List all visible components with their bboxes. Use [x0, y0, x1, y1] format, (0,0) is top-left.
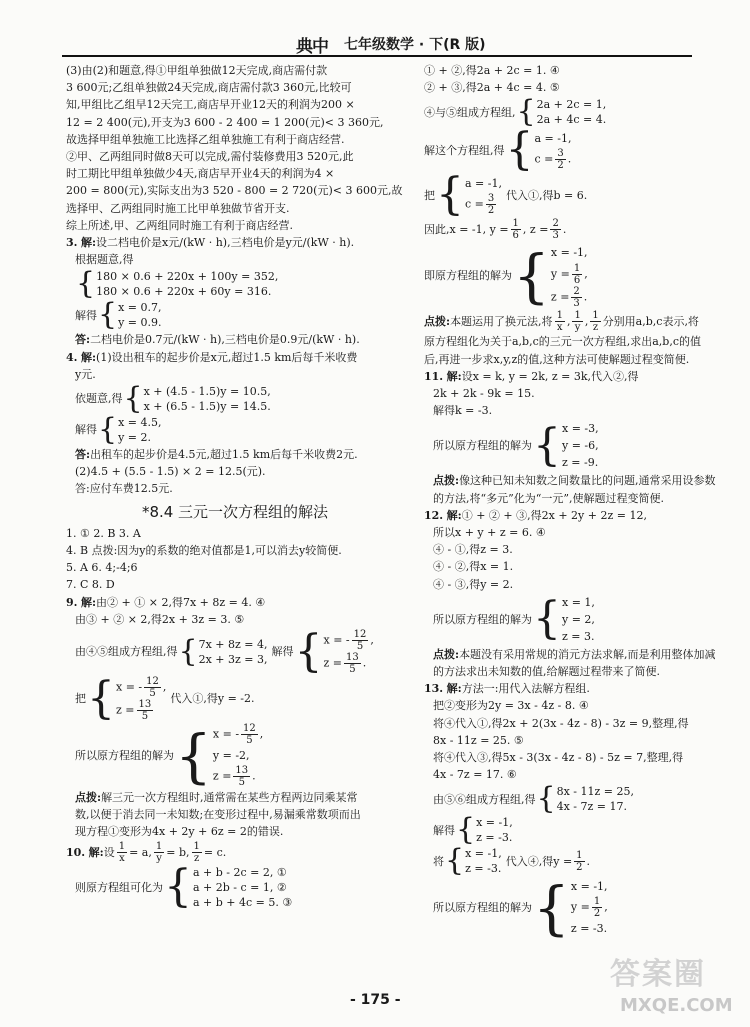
- q-number: 11.: [424, 369, 444, 383]
- q-head: 解:: [80, 236, 97, 250]
- equation: x = 1,: [562, 595, 595, 609]
- tip-label: 点拨:: [424, 315, 451, 329]
- text-line: 故选择甲组单独施工比选择乙组单独施工有利于商店经营.: [66, 132, 345, 146]
- equation-system: { 180 × 0.6 + 220x + 100y = 352, 180 × 0.6 + 220x + 60y = 316.: [76, 266, 279, 302]
- mc-block: [66, 525, 404, 594]
- text: 由⑤⑥组成方程组,得: [433, 792, 536, 806]
- denominator: 3: [552, 230, 559, 242]
- text: 因此,x = -1, y =: [424, 223, 509, 237]
- equation: x = - $\frac{12}{5}$ ,: [323, 629, 374, 653]
- answer-label: 答:: [75, 333, 91, 347]
- text-line: 2k + 2k - 9k = 15.: [433, 387, 535, 401]
- numerator: 1: [574, 310, 581, 322]
- equation: z = -3.: [465, 862, 502, 876]
- fraction: [590, 310, 600, 333]
- text: 即原方程组的解为: [424, 269, 512, 283]
- q-number: 10.: [66, 845, 86, 859]
- substitution: 将 { x = -1, z = -3. 代入④,得y = $\frac{1}{2}$ .: [433, 843, 591, 879]
- equation: 180 × 0.6 + 220x + 60y = 316.: [96, 285, 272, 299]
- q-head: 解:: [446, 682, 462, 696]
- fraction: [117, 841, 127, 864]
- tip-text: 原方程组化为关于a,b,c的三元一次方程组,求出a,b,c的值: [424, 335, 702, 349]
- denominator: z: [194, 852, 200, 864]
- fraction: [344, 652, 361, 675]
- text-line: 4x - 7z = 17. ⑥: [433, 768, 517, 782]
- substitution: 把 { x = - $\frac{12}{5}$ , z = $\frac{13}{5}$ 代入①,得y = -2.: [75, 673, 255, 725]
- equation: y = 0.9.: [118, 316, 162, 330]
- tip-text: 现方程①变形为4x + 2y + 6z = 2的错误.: [75, 825, 284, 839]
- numerator: 1: [512, 218, 519, 230]
- text: x = -: [323, 633, 350, 647]
- text-line: 由③ + ② × 2,得2x + 3z = 3. ⑤: [75, 612, 245, 626]
- equation-system: 由④⑤组成方程组,得 { 7x + 8z = 4, 2x + 3z = 3, 解得 { x = - $\frac{12}{5}$ , z = $\frac{13}{5}$ .: [75, 626, 374, 678]
- denominator: 2: [576, 861, 583, 873]
- text-line: 5. A 6. 4;-4;6: [66, 561, 138, 575]
- text: 把: [424, 188, 435, 202]
- text: z =: [212, 769, 232, 783]
- equation: x = 0.7,: [118, 301, 162, 315]
- text: c =: [465, 197, 484, 211]
- text-line: ① + ②,得2a + 2c = 1. ④: [424, 64, 560, 77]
- equation: 2a + 4c = 4.: [536, 113, 607, 127]
- q-head: 解:: [80, 350, 97, 364]
- text-line: 答:应付车费12.5元.: [75, 482, 173, 496]
- numerator: 3: [487, 193, 495, 205]
- q10-block: [66, 840, 404, 913]
- equation: x = -1,: [550, 246, 588, 260]
- header-title: 七年级数学 · 下(R 版): [344, 37, 486, 53]
- denominator: 6: [573, 275, 581, 287]
- equation: x = -3,: [562, 422, 599, 436]
- text-line: 综上所述,甲、乙两组同时施工有利于商店经营.: [66, 218, 293, 232]
- q-number: 13.: [424, 682, 444, 696]
- text-line: 4. B 点拨:因为y的系数的绝对值都是1,可以消去y较简便.: [66, 544, 342, 558]
- denominator: 5: [238, 777, 245, 789]
- text: c =: [534, 152, 554, 166]
- final-solution: 所以原方程组的解为 { x = - $\frac{12}{5}$ , y = -2, z = $\frac{13}{5}$ .: [75, 721, 264, 790]
- text: 代入①,得y = -2.: [170, 692, 255, 706]
- watermark: [600, 945, 740, 1023]
- q-head: 解:: [88, 845, 104, 859]
- page-number: - 175 -: [350, 992, 401, 1008]
- equation: [465, 193, 502, 216]
- text: y =: [570, 900, 590, 914]
- final-solution: 所以原方程组的解为 { x = -1, y = $\frac{1}{2}$ , z = -3.: [433, 873, 608, 942]
- equation: y = $\frac{1}{6}$ ,: [550, 263, 588, 287]
- text-line: 将④代入①,得2x + 2(3x - 4z - 8) - 3z = 9,整理,得: [433, 716, 689, 730]
- tip-label: 点拨:: [433, 474, 460, 488]
- equation: a = -1,: [534, 132, 572, 146]
- final-solution: 即原方程组的解为 { x = -1, y = $\frac{1}{6}$ , z = $\frac{2}{3}$ .: [424, 241, 588, 310]
- denominator: y: [156, 852, 162, 864]
- equation: c = $\frac{3}{2}$ .: [534, 148, 572, 172]
- equation: x = -1,: [465, 847, 502, 861]
- text-line: ④ - ②,得x = 1.: [433, 560, 514, 574]
- text-line: 方法一:用代入法解方程组.: [461, 682, 590, 696]
- text: = b,: [166, 845, 190, 859]
- fraction: [572, 310, 582, 333]
- fraction: [571, 286, 581, 309]
- text: 所以原方程组的解为: [433, 612, 532, 626]
- equation: y = $\frac{1}{2}$ ,: [570, 896, 608, 920]
- text-line: 根据题意,得: [75, 253, 134, 267]
- text-line: 12 = 2 400(元),开支为3 600 - 2 400 = 1 200(元)< 3 360元,: [66, 115, 384, 129]
- q-head: 解:: [80, 595, 97, 609]
- text-line: 因此,x = -1, y = $\frac{1}{6}$ , z = $\frac{2}{3}$ .: [424, 218, 567, 242]
- text: z =: [323, 656, 343, 670]
- equation-system: 则原方程组可化为 { a + b - 2c = 2, ① a + 2b - c = 1, ② a + b + 4c = 5. ③: [75, 861, 293, 913]
- denominator: 2: [593, 908, 601, 920]
- page-header: [0, 0, 750, 58]
- text-line: ④ - ①,得z = 3.: [433, 543, 513, 557]
- numerator: 1: [593, 896, 601, 908]
- denominator: 5: [349, 664, 356, 676]
- equation: y = 2,: [562, 612, 595, 626]
- equation: x = - $\frac{12}{5}$ ,: [116, 676, 167, 700]
- q11-block: [424, 368, 744, 507]
- equation: 8x - 11z = 25,: [556, 785, 635, 799]
- left-column: [66, 62, 404, 911]
- solution-system: 解得 { x = 0.7, y = 0.9.: [75, 297, 162, 333]
- q12-block: [424, 507, 744, 680]
- text: 所以原方程组的解为: [433, 901, 532, 915]
- text-line: 8x - 11z = 25. ⑤: [433, 733, 524, 747]
- text-line: ② + ③,得2a + 4c = 4. ⑤: [424, 81, 560, 95]
- q-number: 12.: [424, 508, 444, 522]
- text-line: 由② + ① × 2,得7x + 8z = 4. ④: [96, 595, 266, 609]
- fraction: [233, 765, 250, 788]
- fraction: [555, 148, 565, 171]
- numerator: 1: [155, 840, 163, 852]
- text-line: y元.: [75, 367, 96, 381]
- fraction: [574, 850, 584, 873]
- text-line: 选择甲、乙两组同时施工比甲单独做节省开支.: [66, 201, 290, 215]
- q-head: 解:: [446, 369, 462, 383]
- denominator: z: [592, 322, 599, 334]
- fraction: [192, 841, 202, 864]
- text: x = -: [212, 727, 240, 741]
- equation: z = $\frac{13}{5}$ .: [212, 765, 256, 789]
- text-line: 1. ① 2. B 3. A: [66, 526, 141, 540]
- q-number: 4.: [66, 350, 78, 364]
- equation: x = 4.5,: [118, 416, 162, 430]
- numerator: 13: [346, 652, 359, 664]
- equation: z = -9.: [562, 456, 599, 470]
- text: 解得: [75, 423, 97, 437]
- right-column: ① + ②,得2a + 2c = 1. ④ ② + ③,得2a + 4c = 4. ⑤ ④与⑤组成方程组, { 2a + 2c = 1, 2a + 4c = 4. 解这个方程组,得 { a = -1, c = $\frac{3}{2}$ . 把 { a = -1, c = $\frac{3}{2}$ 代入①,得b = 6. 因此,x = -1, y = $\frac{1}{6}$ , z = $\frac{2}{3}$ . 即原方程组的解为 { x = -1, y = $\frac{1}{6}$ , z = $\frac{2}{3}$ . 点拨: 本题运用了换元法,将 $\frac{1}{x}$ , $\frac{1}{y}$ , $\frac{1}{z}$ 分别用a,b,c表示,将 原方程组化为关于a,b,c的三元一次方程组,求出a,b,c的值 后,再进一步求x,y,z的值,这种方法可使解题过程变简便. 11. 解:设x = k, y = 2k, z = 3k,代入②,得 2k + 2k - 9k = 15. 解得k = -3. 所以原方程组的解为 { x = -3, y = -6, z = -9. 点拨:像这种已知未知数之间数量比的问题,通常采用设参数 的方法,将“多元”化为“一元”,使解题过程变简便. 12. 解:① + ② + ③,得2x + 2y + 2z = 12, 所以x + y + z = 6. ④ ④ - ①,得z = 3. ④ - ②,得x = 1. ④ - ③,得y = 2. 所以原方程组的解为 { x = 1, y = 2, z = 3. 点拨:本题没有采用常规的消元方法求解,而是利用整体加减 的方法求出未知数的值,给解题过程带来了简便. 13. 解:方法一:用代入法解方程组. 把②变形为2y = 3x - 4z - 8. ④ 将④代入①,得2x + 2(3x - 4z - 8) - 3z = 9,整理,得 8x - 11z = 25. ⑤ 将④代入③,得5x - 3(3x - 4z - 8) - 5z = 7,整理,得 4x - 7z = 17. ⑥ 由⑤⑥组成方程组,得 { 8x - 11z = 25, 4x - 7z = 17. 解得 { x = -1, z = -3. 将 { x = -1, z = -3. 代入④,得y = $\frac{1}{2}$ . 所以原方程组的解为 { x = -1, y = $\frac{1}{2}$ , z = -3.: [424, 62, 744, 939]
- text: 则原方程组可化为: [75, 880, 163, 894]
- text: 解这个方程组,得: [424, 143, 505, 157]
- numerator: 13: [235, 765, 249, 777]
- section-title: *8.4 三元一次方程组的解法: [141, 502, 329, 521]
- equation: x = - $\frac{12}{5}$ ,: [212, 723, 264, 747]
- text-line: (3)由(2)和题意,得①甲组单独做12天完成,商店需付款: [66, 64, 328, 77]
- text: 将: [433, 854, 444, 868]
- text-line: 解得k = -3.: [433, 404, 493, 418]
- denominator: 6: [512, 230, 519, 242]
- equation-system: ④与⑤组成方程组, { 2a + 2c = 1, 2a + 4c = 4.: [424, 94, 607, 130]
- text-line: (1)设出租车的起步价是x元,超过1.5 km后每千米收费: [96, 350, 358, 364]
- tip-text: 像这种已知未知数之间数量比的问题,通常采用设参数: [459, 474, 716, 488]
- numerator: 12: [243, 723, 256, 735]
- equation: z = 3.: [562, 629, 595, 643]
- watermark-text: 答案圈: [610, 957, 706, 992]
- denominator: x: [556, 322, 563, 334]
- equation-system: 依题意,得 { x + (4.5 - 1.5)y = 10.5, x + (6.5 - 1.5)y = 14.5.: [75, 381, 271, 417]
- brand-logo: 典中: [296, 37, 328, 57]
- q3-block: [66, 234, 404, 349]
- denominator: 5: [356, 641, 364, 653]
- text: 把: [75, 692, 86, 706]
- text-line: 将④代入③,得5x - 3(3x - 4z - 8) - 5z = 7,整理,得: [433, 751, 684, 765]
- text-line: (2)4.5 + (5.5 - 1.5) × 2 = 12.5(元).: [75, 465, 266, 479]
- text: 解得: [271, 645, 294, 659]
- text-line: 设二档电价是x元/(kW · h),三档电价是y元/(kW · h).: [96, 236, 355, 250]
- equation: a + 2b - c = 1, ②: [193, 880, 287, 894]
- equation: 7x + 8z = 4,: [198, 638, 268, 652]
- header-rule: [62, 55, 692, 57]
- fraction: [486, 193, 496, 216]
- numerator: 1: [193, 840, 200, 852]
- fraction: [137, 699, 154, 722]
- denominator: 5: [141, 711, 149, 723]
- equation: 2a + 2c = 1,: [536, 98, 607, 112]
- text-line: 7. C 8. D: [66, 578, 115, 592]
- text-line: ① + ② + ③,得2x + 2y + 2z = 12,: [461, 508, 647, 522]
- q9-block: [66, 594, 404, 841]
- numerator: 1: [592, 310, 599, 322]
- numerator: 1: [556, 310, 563, 322]
- watermark-url: MXQE.COM: [620, 995, 733, 1016]
- denominator: 5: [246, 735, 253, 747]
- text: = c.: [203, 845, 227, 859]
- text-line: 200 = 800(元),实际支出为3 520 - 800 = 2 720(元)< 3 600元,故: [66, 184, 403, 198]
- equation: 2x + 3z = 3,: [198, 653, 268, 667]
- equation: y = -2,: [212, 749, 250, 763]
- fraction: [352, 629, 369, 652]
- text-line: ②甲、乙两组同时做8天可以完成,需付装修费用3 520元,此: [66, 150, 354, 164]
- final-solution: 所以原方程组的解为 { x = -3, y = -6, z = -9.: [433, 419, 599, 471]
- text-line: 设x = k, y = 2k, z = 3k,代入②,得: [461, 369, 639, 383]
- text-line: 所以x + y + z = 6. ④: [433, 526, 546, 540]
- equation: a + b + 4c = 5. ③: [193, 895, 293, 909]
- tip-label: 点拨:: [433, 647, 460, 661]
- text-line: 把②变形为2y = 3x - 4z - 8. ④: [433, 699, 589, 713]
- tip-text: 的方法,将“多元”化为“一元”,使解题过程变简便.: [433, 491, 664, 505]
- fraction: [550, 218, 560, 241]
- solution-system: 解得 { x = -1, z = -3.: [433, 812, 513, 848]
- equation: x = -1,: [476, 816, 513, 830]
- denominator: 3: [573, 298, 580, 310]
- q-head: 解:: [446, 508, 462, 522]
- text: 依题意,得: [75, 392, 123, 406]
- fraction: [592, 896, 602, 919]
- tip-label: 点拨:: [75, 791, 102, 805]
- equation: 4x - 7z = 17.: [556, 800, 628, 814]
- text: 代入④,得y =: [505, 854, 573, 868]
- numerator: 2: [552, 218, 559, 230]
- equation: x + (4.5 - 1.5)y = 10.5,: [143, 385, 271, 399]
- fraction: [555, 310, 565, 333]
- text: 所以原方程组的解为: [75, 748, 174, 762]
- tip-text: 本题运用了换元法,将: [450, 315, 553, 329]
- equation: 180 × 0.6 + 220x + 100y = 352,: [96, 270, 279, 284]
- denominator: 2: [557, 160, 564, 172]
- text: 解得: [433, 823, 455, 837]
- numerator: 1: [573, 263, 581, 275]
- substitution: 把 { a = -1, c = $\frac{3}{2}$ 代入①,得b = 6.: [424, 169, 588, 221]
- text: = a,: [129, 845, 152, 859]
- answer: 出租车的起步价是4.5元,超过1.5 km后每千米收费2元.: [90, 448, 358, 462]
- numerator: 2: [573, 286, 580, 298]
- q13-block: [424, 680, 744, 942]
- text: , z =: [522, 223, 549, 237]
- q-number: 3.: [66, 236, 78, 250]
- p1-block: [66, 62, 404, 234]
- tip-text: 后,再进一步求x,y,z的值,这种方法可使解题过程变简便.: [424, 352, 690, 366]
- denominator: 2: [487, 205, 495, 217]
- text: ④与⑤组成方程组,: [424, 105, 516, 119]
- equation: y = -6,: [562, 439, 599, 453]
- equation: x + (6.5 - 1.5)y = 14.5.: [143, 400, 271, 414]
- answer: 二档电价是0.7元/(kW · h),三档电价是0.9元/(kW · h).: [90, 333, 360, 347]
- fraction: [511, 218, 521, 241]
- text: 设: [103, 845, 115, 859]
- equation: [116, 699, 166, 722]
- equation: z = -3.: [570, 922, 608, 936]
- fraction: [154, 841, 164, 864]
- text: x = -: [116, 680, 143, 694]
- text: z =: [550, 290, 570, 304]
- tip-text: 数,以便于消去同一未知数;在变形过程中,易漏乘常数项而出: [75, 808, 361, 822]
- text: y =: [550, 267, 570, 281]
- text-line: 3 600元;乙组单独做24天完成,商店需付款3 360元,比较可: [66, 81, 352, 95]
- text: 代入①,得b = 6.: [505, 188, 588, 202]
- equation: z = -3.: [476, 831, 513, 845]
- denominator: x: [119, 852, 125, 864]
- tip-text: 分别用a,b,c表示,将: [602, 315, 699, 329]
- denominator: y: [574, 322, 581, 334]
- equation: a = -1,: [465, 177, 502, 191]
- text: z =: [116, 703, 135, 717]
- equation: y = 2.: [118, 431, 152, 445]
- text: 由④⑤组成方程组,得: [75, 645, 178, 659]
- text-line: ④ - ③,得y = 2.: [433, 577, 514, 591]
- numerator: 12: [146, 676, 159, 688]
- solution-system: 解得 { x = 4.5, y = 2.: [75, 412, 162, 448]
- tip-text: 解三元一次方程组时,通常需在某些方程两边同乘某常: [101, 791, 358, 805]
- solution-system: 解这个方程组,得 { a = -1, c = $\frac{3}{2}$ .: [424, 124, 572, 176]
- fraction: [572, 263, 582, 286]
- text: 所以原方程组的解为: [433, 439, 532, 453]
- equation: x = -1,: [570, 880, 608, 894]
- numerator: 12: [353, 629, 367, 641]
- numerator: 1: [576, 849, 583, 861]
- equation: z = $\frac{13}{5}$ .: [323, 652, 367, 676]
- fraction: [241, 723, 258, 746]
- text-line: 知,甲组比乙组早12天完工,商店早开业12天的利润为200 ×: [66, 98, 355, 112]
- equation: a + b - 2c = 2, ①: [193, 865, 287, 879]
- numerator: 1: [118, 840, 126, 852]
- tip-text: 本题没有采用常规的消元方法求解,而是利用整体加减: [459, 647, 716, 661]
- text-line: 时工期比甲组单独做少4天,商店早开业4天的利润为4 ×: [66, 167, 335, 181]
- numerator: 3: [557, 148, 564, 160]
- answer-label: 答:: [75, 448, 91, 462]
- text: 解得: [75, 308, 97, 322]
- equation: z = $\frac{2}{3}$ .: [550, 286, 588, 310]
- q-number: 9.: [66, 595, 78, 609]
- numerator: 13: [138, 699, 152, 711]
- fraction: [144, 676, 161, 699]
- equation-system: 由⑤⑥组成方程组,得 { 8x - 11z = 25, 4x - 7z = 17.: [433, 781, 635, 817]
- denominator: 5: [149, 688, 156, 700]
- q4-block: [66, 349, 404, 498]
- tip-text: 的方法求出未知数的值,给解题过程带来了简便.: [433, 665, 660, 679]
- final-solution: 所以原方程组的解为 { x = 1, y = 2, z = 3.: [433, 593, 595, 645]
